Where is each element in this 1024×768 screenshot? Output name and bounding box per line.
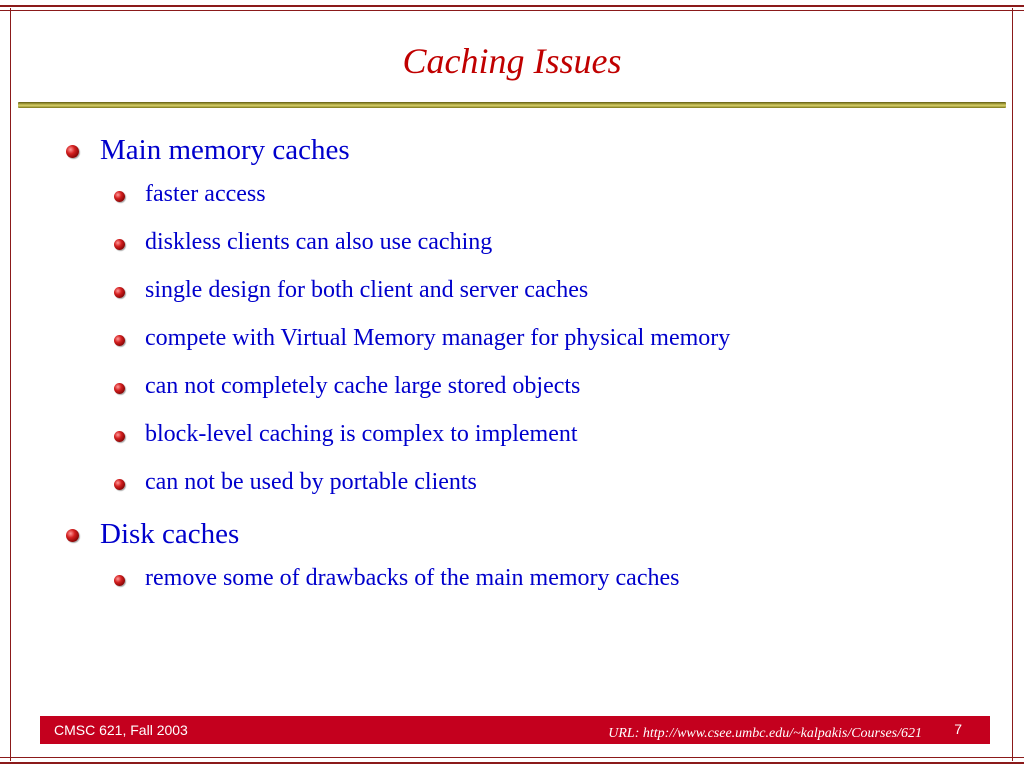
- bullet-icon: [114, 383, 125, 394]
- slide-title: Caching Issues: [402, 41, 622, 81]
- footer-url: URL: http://www.csee.umbc.edu/~kalpakis/Courses/621: [608, 726, 922, 741]
- frame-right-line: [1012, 8, 1013, 761]
- title-divider: [18, 102, 1006, 108]
- sub-bullet: [64, 466, 1004, 498]
- sub-bullet: [64, 418, 1004, 450]
- bullet-main-memory-caches: [64, 130, 1004, 170]
- sub-bullet-text: block-level caching is complex to implement: [145, 421, 578, 447]
- frame-left-line: [10, 8, 11, 761]
- sub-bullet-text: single design for both client and server caches: [145, 277, 589, 303]
- bullet-icon: [114, 191, 125, 202]
- bullet-icon: [114, 239, 125, 250]
- bullet-icon: [114, 575, 125, 586]
- bullet-icon: [114, 335, 125, 346]
- frame-top-line-outer: [0, 5, 1024, 7]
- slide-content: [64, 130, 1004, 610]
- footer-course: CMSC 621, Fall 2003: [54, 722, 188, 738]
- sub-bullet-text: diskless clients can also use caching: [145, 229, 493, 255]
- sub-bullet: [64, 178, 1004, 210]
- bullet-icon: [66, 529, 79, 542]
- sub-bullet: [64, 226, 1004, 258]
- bullet-icon: [66, 145, 79, 158]
- bullet-disk-caches: [64, 514, 1004, 554]
- bullet-icon: [114, 431, 125, 442]
- sub-bullet-text: faster access: [145, 181, 266, 207]
- sub-bullet-text: can not be used by portable clients: [145, 469, 477, 495]
- sub-bullet-text: can not completely cache large stored objects: [145, 373, 581, 399]
- bullet-text: Main memory caches: [100, 134, 350, 166]
- frame-bottom-line-outer: [0, 762, 1024, 764]
- page-number: 7: [954, 721, 962, 737]
- sub-bullet-text: remove some of drawbacks of the main memory caches: [145, 565, 680, 591]
- footer-bar: [40, 716, 990, 744]
- sub-bullet: [64, 370, 1004, 402]
- bullet-icon: [114, 479, 125, 490]
- bullet-icon: [114, 287, 125, 298]
- sub-bullet-text: compete with Virtual Memory manager for physical memory: [145, 325, 731, 351]
- bullet-text: Disk caches: [100, 518, 240, 550]
- sub-bullet: [64, 562, 1004, 594]
- frame-top-line-inner: [0, 10, 1024, 11]
- sub-bullet: [64, 322, 1004, 354]
- sub-bullet: [64, 274, 1004, 306]
- frame-bottom-line-inner: [0, 757, 1024, 758]
